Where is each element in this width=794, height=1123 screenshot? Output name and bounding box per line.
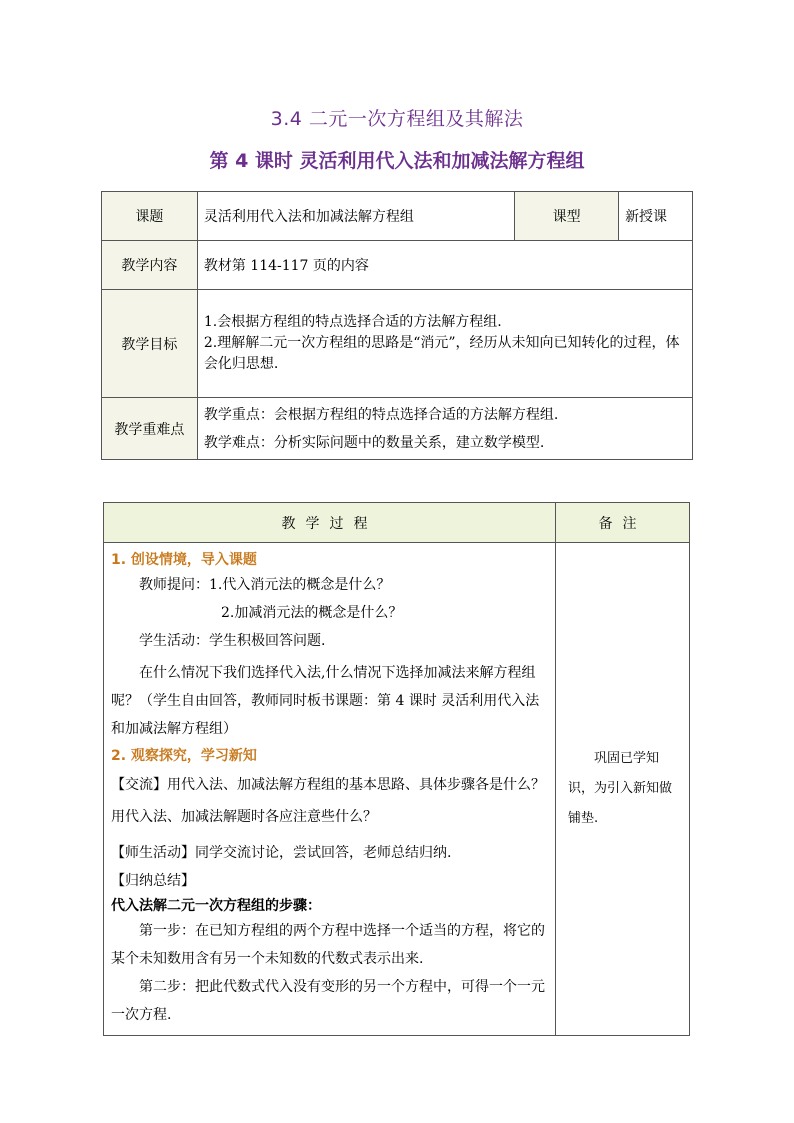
teacher-question-1: 教师提问：1.代入消元法的概念是什么？ — [139, 577, 391, 593]
type-label: 课型 — [515, 192, 619, 241]
step-2: 第二步：把此代数式代入没有变形的另一个方程中，可得一个一元一次方程. — [111, 979, 545, 1023]
lesson-title: 3.4 二元一次方程组及其解法 — [270, 108, 524, 130]
topic-label: 课题 — [102, 192, 198, 241]
topic-value: 灵活利用代入法和加减法解方程组 — [197, 192, 514, 241]
process-header-note: 备注 — [556, 503, 690, 543]
note-text: 巩固已学知识，为引入新知做铺垫. — [568, 751, 673, 826]
summary-label: 【归纳总结】 — [111, 873, 195, 889]
process-note-cell — [556, 543, 690, 1036]
keypoint-1: 教学重点：会根据方程组的特点选择合适的方法解方程组. — [203, 406, 559, 423]
teaching-process-table — [103, 502, 690, 1036]
lesson-subtitle: 第 4 课时 灵活利用代入法和加减法解方程组 — [209, 150, 585, 172]
content-row — [102, 241, 693, 290]
section-heading-1: 1. 创设情境，导入课题 — [111, 552, 257, 568]
keypoints-cell — [197, 398, 692, 460]
goals-cell — [197, 290, 692, 398]
section-heading-2: 2. 观察探究，学习新知 — [111, 748, 257, 764]
goals-label: 教学目标 — [102, 290, 198, 398]
keypoint-2: 教学难点：分析实际问题中的数量关系，建立数学模型. — [203, 434, 545, 451]
content-value: 教材第 114-117 页的内容 — [197, 241, 692, 290]
student-activity: 学生活动：学生积极回答问题. — [139, 633, 326, 649]
type-value: 新授课 — [619, 192, 693, 241]
goal-1: 1.会根据方程组的特点选择合适的方法解方程组. — [203, 314, 502, 330]
teacher-question-2: 2.加减消元法的概念是什么？ — [221, 605, 403, 621]
keypoints-label: 教学重难点 — [102, 398, 198, 460]
steps-title: 代入法解二元一次方程组的步骤： — [111, 898, 321, 914]
process-main-cell — [104, 543, 556, 1036]
content-label: 教学内容 — [102, 241, 198, 290]
teacher-student-activity: 【师生活动】同学交流讨论，尝试回答，老师总结归纳. — [111, 845, 452, 861]
process-header-main: 教学过程 — [104, 503, 556, 543]
process-body-row — [104, 543, 690, 1036]
exchange-text: 【交流】用代入法、加减法解方程组的基本思路、具体步骤各是什么？用代入法、加减法解题时各应注意些什么？ — [111, 777, 545, 825]
step-1: 第一步：在已知方程组的两个方程中选择一个适当的方程，将它的某个未知数用含有另一个未知数的代数式表示出来. — [111, 923, 545, 967]
goal-2: 2.理解解二元一次方程组的思路是“消元”，经历从未知向已知转化的过程，体会化归思想. — [203, 335, 680, 372]
process-header-row — [104, 503, 690, 543]
lesson-info-table — [101, 191, 693, 460]
situation-text: 在什么情况下我们选择代入法,什么情况下选择加减法来解方程组呢？（学生自由回答，教师同时板书课题：第 4 课时 灵活利用代入法和加减法解方程组） — [111, 665, 540, 737]
goals-row — [102, 290, 693, 398]
keypoints-row — [102, 398, 693, 460]
topic-row — [102, 192, 693, 241]
